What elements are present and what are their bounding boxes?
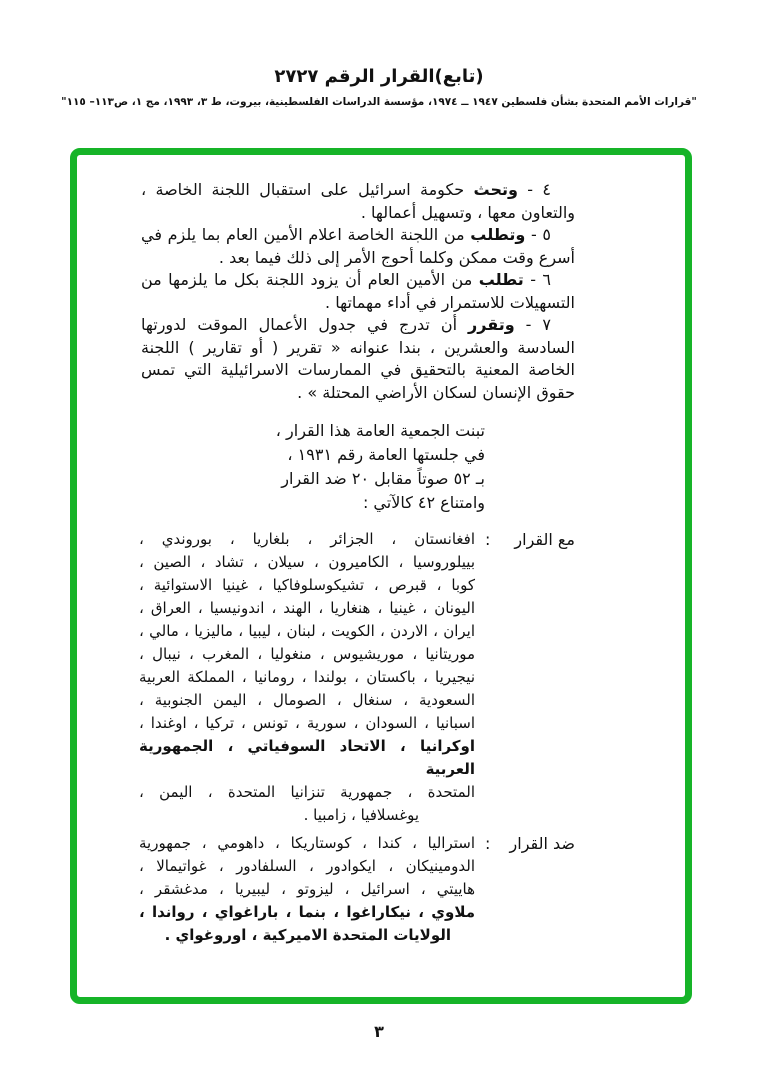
paragraph-text: من الأمين العام أن يزود اللجنة بكل ما يلزمها من التسهيلات للاستمرار في أداء مهماتها . xyxy=(141,270,575,312)
paragraph-text: أن تدرج في جدول الأعمال الموقت لدورتها السادسة والعشرين ، بندا عنوانه « تقرير ( أو تقارير ) اللجنة الخاصة المعنية بالتحقيق في الممارسات الاسرائيلية التي تمس حقوق الإنسان لسكان الأراضي المحتلة » . xyxy=(141,315,575,402)
vote-label-text: مع القرار xyxy=(514,530,575,549)
country-line: ملاوي ، نيكاراغوا ، بنما ، باراغواي ، رواندا ، xyxy=(139,903,475,921)
paragraph-5 xyxy=(141,224,575,269)
country-line: اسبانيا ، السودان ، سورية ، تونس ، تركيا ، اوغندا ، xyxy=(139,714,475,732)
vote-for-section xyxy=(141,528,575,827)
country-line: ايران ، الاردن ، الكويت ، لبنان ، ليبيا ، ماليزيا ، مالي ، xyxy=(139,622,475,640)
paragraph-keyword: وتحث xyxy=(473,180,518,199)
country-line: يوغسلافيا ، زامبيا . xyxy=(303,806,419,824)
paragraph-6 xyxy=(141,269,575,314)
country-line: اوكرانيا ، الاتحاد السوفياتي ، الجمهورية العربية xyxy=(139,737,475,778)
country-line: موريتانيا ، موريشيوس ، منغوليا ، المغرب ، نيبال ، xyxy=(139,645,475,663)
vote-for-countries xyxy=(139,528,475,827)
country-line: الدومينيكان ، ايكوادور ، السلفادور ، غواتيمالا ، xyxy=(139,857,475,875)
paragraph-7 xyxy=(141,314,575,404)
country-line: الولايات المتحدة الاميركية ، اوروغواي . xyxy=(164,926,451,944)
country-line: افغانستان ، الجزائر ، بلغاريا ، بوروندي ، xyxy=(139,530,475,548)
paragraph-keyword: وتقرر xyxy=(468,315,515,334)
paragraph-text: حكومة اسرائيل على استقبال اللجنة الخاصة ، والتعاون معها ، وتسهيل أعمالها . xyxy=(141,180,575,222)
content-frame xyxy=(70,148,692,1004)
paragraph-4 xyxy=(141,179,575,224)
adoption-line: في جلستها العامة رقم ١٩٣١ ، xyxy=(287,445,485,464)
resolution-body xyxy=(77,155,685,947)
country-line: هاييتي ، اسرائيل ، ليزوتو ، ليبيريا ، مدغشقر ، xyxy=(139,880,475,898)
document-header xyxy=(0,66,758,108)
source-citation: "قرارات الأمم المتحدة بشأن فلسطين ١٩٤٧ ــ ١٩٧٤، مؤسسة الدراسات الفلسطينية، بيروت، ط ٣، ١٩٩٣، مج ١، ص١١٣– ١١٥" xyxy=(61,96,697,108)
vote-against-label xyxy=(475,832,575,947)
adoption-note xyxy=(141,419,485,515)
vote-label-colon: : xyxy=(485,834,491,853)
page-title: (تابع)القرار الرقم ٢٧٢٧ xyxy=(274,66,484,87)
country-line: السعودية ، سنغال ، الصومال ، اليمن الجنوبية ، xyxy=(139,691,475,709)
paragraph-number: ٦ - xyxy=(530,270,551,289)
country-line: استراليا ، كندا ، كوستاريكا ، داهومي ، جمهورية xyxy=(139,834,475,852)
country-line: بييلوروسيا ، الكاميرون ، سيلان ، تشاد ، الصين ، xyxy=(139,553,475,571)
adoption-line: بـ ٥٢ صوتاً مقابل ٢٠ ضد القرار xyxy=(281,469,485,488)
adoption-line: وامتناع ٤٢ كالآتي : xyxy=(362,493,485,512)
paragraph-keyword: تطلب xyxy=(478,270,524,289)
country-line: كوبا ، قبرص ، تشيكوسلوفاكيا ، غينيا الاستوائية ، xyxy=(139,576,475,594)
country-line: المتحدة ، جمهورية تنزانيا المتحدة ، اليمن ، xyxy=(139,783,475,801)
country-line: نيجيريا ، باكستان ، بولندا ، رومانيا ، المملكة العربية xyxy=(139,668,475,686)
vote-for-label xyxy=(475,528,575,827)
paragraph-number: ٧ - xyxy=(525,315,552,334)
paragraph-number: ٥ - xyxy=(530,225,552,244)
paragraph-number: ٤ - xyxy=(527,180,552,199)
country-line: اليونان ، غينيا ، هنغاريا ، الهند ، اندونيسيا ، العراق ، xyxy=(139,599,475,617)
paragraph-keyword: وتطلب xyxy=(470,225,526,244)
adoption-line: تبنت الجمعية العامة هذا القرار ، xyxy=(275,421,485,440)
vote-label-colon: : xyxy=(485,530,491,549)
paragraph-text: من اللجنة الخاصة اعلام الأمين العام بما يلزم في أسرع وقت ممكن وكلما أحوج الأمر إلى ذلك فيما بعد . xyxy=(141,225,575,267)
vote-against-section xyxy=(141,832,575,947)
page-number: ٣ xyxy=(374,1022,384,1041)
vote-against-countries xyxy=(139,832,475,947)
vote-label-text: ضد القرار xyxy=(509,834,575,853)
